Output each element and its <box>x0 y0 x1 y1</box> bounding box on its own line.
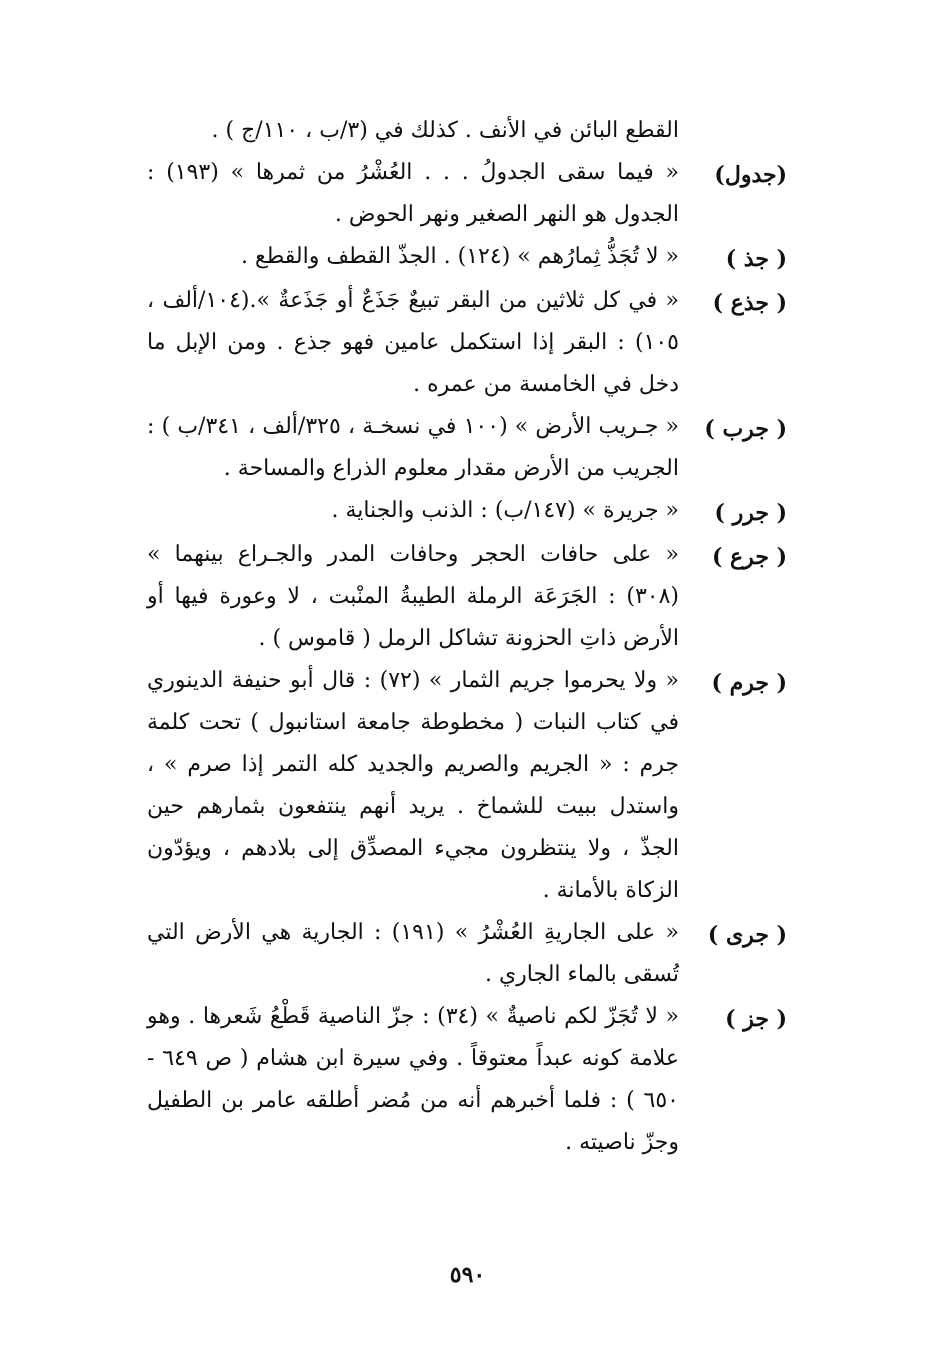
entry-text: « على حافات الحجر وحافات المدر والجـراع بينهما » (٣٠٨) : الجَرَعَة الرملة الطيبةُ المنْبت ، لا وعورة فيها أو الأرض ذاتِ الحزونة تشاكل الرمل ( قاموس ) . <box>147 542 679 651</box>
headword: ( جرر ) <box>714 500 787 526</box>
headword: ( جرع ) <box>711 544 787 570</box>
headword: ( جرى ) <box>707 922 787 948</box>
entry-jaz <box>147 996 787 1164</box>
entry-jadha <box>147 280 787 406</box>
headword: ( جرم ) <box>711 670 787 696</box>
headword: ( جرب ) <box>704 416 787 442</box>
entries-list <box>147 110 787 1164</box>
entry-jarb <box>147 406 787 490</box>
entry-text: « على الجاريةِ العُشْرُ » (١٩١) : الجارية هي الأرض التي تُسقى بالماء الجاري . <box>147 920 679 987</box>
entry-jarm <box>147 660 787 912</box>
entry-text: « جـريب الأرض » (١٠٠ في نسخـة ، ٣٢٥/ألف ، ٣٤١/ب ) : الجريب من الأرض مقدار معلوم الذراع والمساحة . <box>147 414 680 481</box>
headword: ( جذ ) <box>725 246 787 272</box>
entry-text: « في كل ثلاثين من البقر تبيعٌ جَذَعٌ أو جَذَعةٌ ».(١٠٤/ألف ، ١٠٥) : البقر إذا استكمل عامين فهو جذع . ومن الإبل ما دخل في الخامسة من عمره . <box>147 288 679 397</box>
entry-text: « فيما سقى الجدولُ . . . العُشْرُ من ثمرها » (١٩٣) : الجدول هو النهر الصغير ونهر الحوض . <box>147 160 679 227</box>
entry-text: « لا تُجَذُّ ثِمارُهم » (١٢٤) . الجذّ القطف والقطع . <box>241 244 679 269</box>
page-number: ٥٩٠ <box>449 1262 486 1288</box>
entry-jarr <box>147 490 787 534</box>
headword: ( جز ) <box>725 1006 787 1032</box>
continuation-text: القطع البائن في الأنف . كذلك في (٣/ب ، ١١٠/ج ) . <box>211 118 679 143</box>
entry-jadh <box>147 236 787 280</box>
entry-jadwal <box>147 152 787 236</box>
entry-jara <box>147 534 787 660</box>
headword: (جدول) <box>714 162 787 188</box>
entry-text: « لا تُجَزّ لكم ناصيةٌ » (٣٤) : جزّ الناصية قَطْعُ شَعرها . وهو علامة كونه عبداً معتوقاً . وفي سيرة ابن هشام ( ص ٦٤٩ - ٦٥٠ ) : فلما أخبرهم أنه من مُضر أطلقه عامر بن الطفيل وجزّ ناصيته . <box>147 1004 679 1155</box>
entry-jara-flow <box>147 912 787 996</box>
entry-text: « جريرة » (١٤٧/ب) : الذنب والجناية . <box>331 498 679 523</box>
entry-text: « ولا يحرموا جريم الثمار » (٧٢) : قال أبو حنيفة الدينوري في كتاب النبات ( مخطوطة جامعة استانبول ) تحت كلمة جرم : « الجريم والصريم والجديد كله التمر إذا صرم » ، واستدل ببيت للشماخ . يريد أنهم ينتفعون بثمارهم حين الجذّ ، ولا ينتظرون مجيء المصدِّق إلى بلادهم ، ويؤدّون الزكاة بالأمانة . <box>147 668 679 903</box>
headword: ( جذع ) <box>712 290 787 316</box>
